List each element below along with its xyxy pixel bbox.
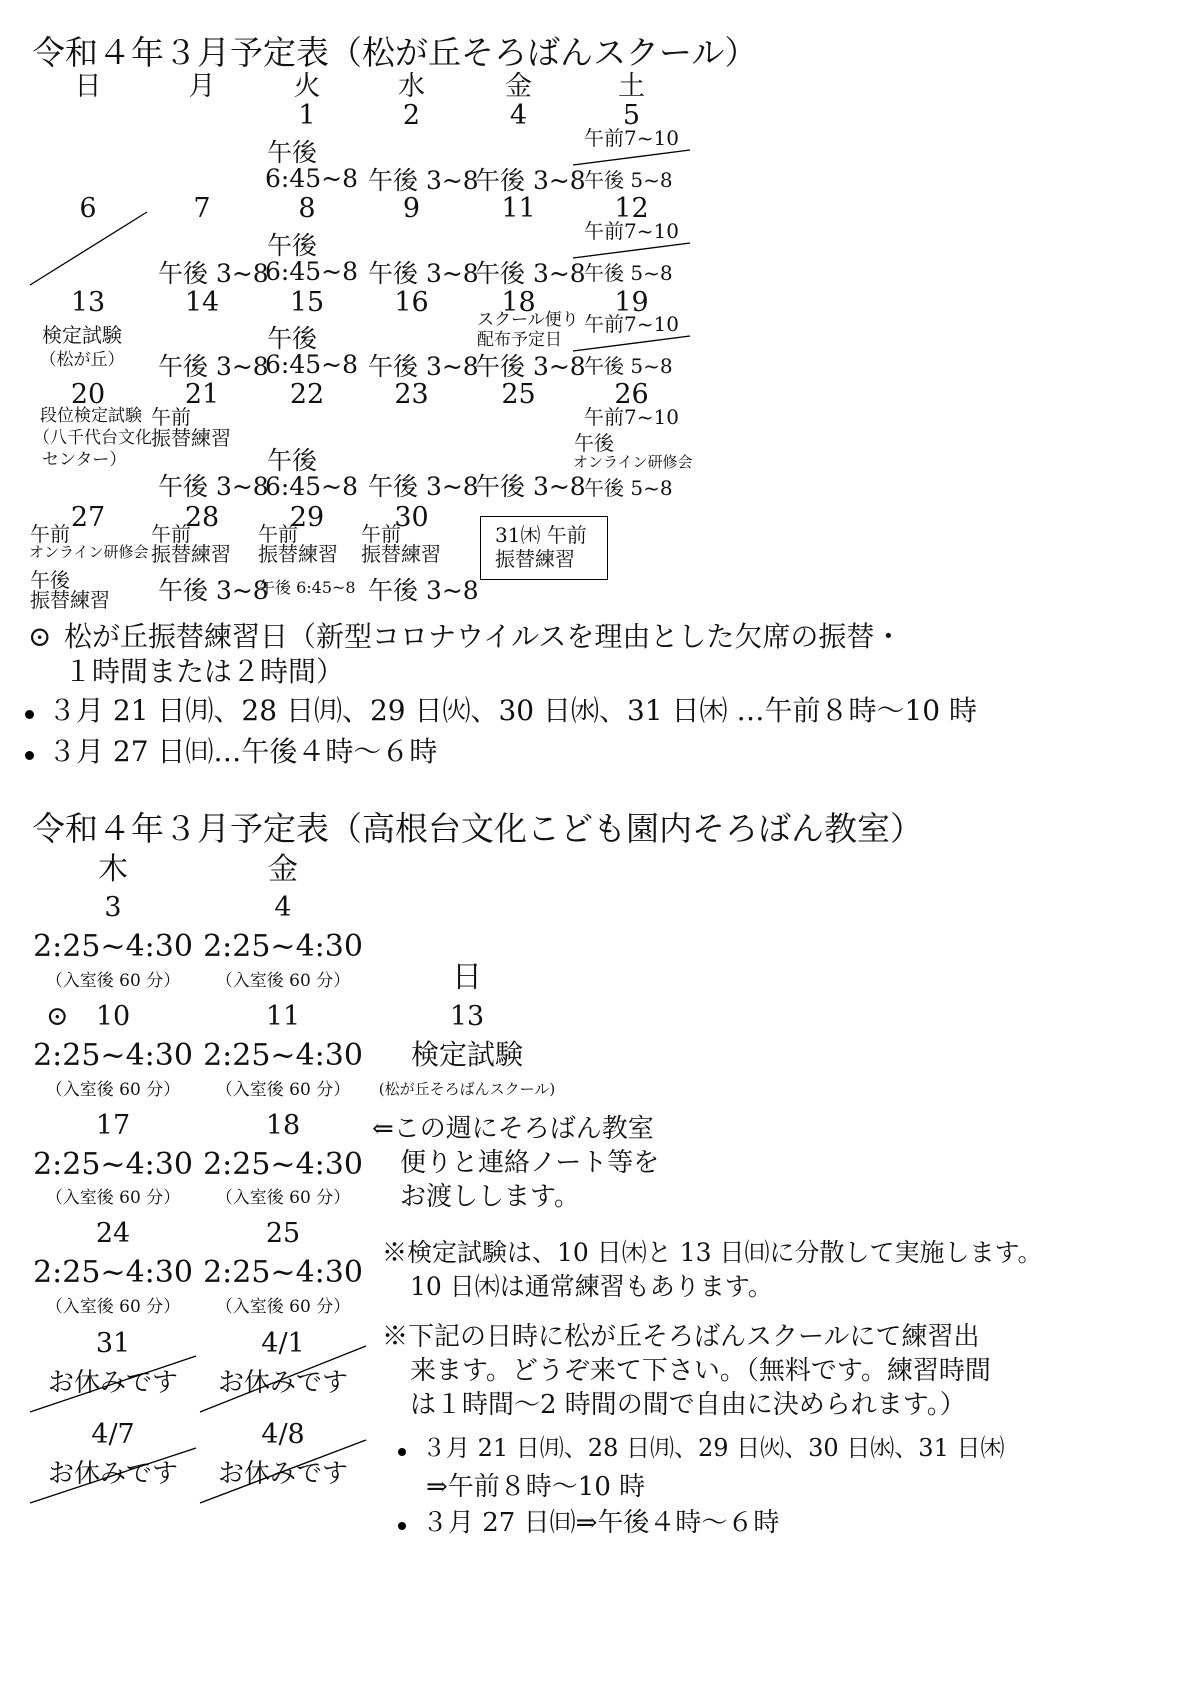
- mon-time: 午後 3~8: [158, 352, 269, 381]
- furikae-label: 振替練習: [495, 547, 575, 571]
- fri-time: 午後 3~8: [475, 472, 586, 501]
- mon-time: 午後 3~8: [158, 472, 269, 501]
- school-news-label-2: 配布予定日: [477, 330, 562, 350]
- day-9: 9: [402, 193, 421, 224]
- lesson-duration: （入室後 60 分）: [215, 1297, 351, 1317]
- day-6: 6: [79, 193, 97, 224]
- day-4-7: 4/7: [91, 1419, 135, 1450]
- wed-time: 午後 3~8: [368, 352, 479, 381]
- furikae-label: 振替練習: [151, 542, 231, 566]
- lesson-duration: （入室後 60 分）: [45, 1080, 181, 1100]
- day-21: 21: [184, 379, 220, 410]
- tue-time: 午後 6:45~8: [259, 578, 356, 597]
- practice-time-weekday: ⇒午前８時～10 時: [426, 1472, 646, 1502]
- day-7: 7: [193, 193, 211, 224]
- fri-time: 午後 3~8: [475, 259, 586, 288]
- day-1: 1: [298, 100, 316, 131]
- day-29: 29: [289, 502, 325, 533]
- day-4-8: 4/8: [261, 1419, 305, 1450]
- bullet-icon: [398, 1448, 406, 1456]
- sat-pm: 午後 5~8: [584, 354, 673, 378]
- school-news-label: スクール便り: [477, 310, 579, 330]
- day-15: 15: [289, 287, 325, 318]
- wed-time: 午後 3~8: [368, 166, 479, 195]
- holiday-label: お休みです: [47, 1459, 178, 1489]
- day-18: 18: [265, 1110, 301, 1141]
- sat-pm-label: 午後: [574, 431, 614, 455]
- lesson-time: 2:25~4:30: [203, 1038, 363, 1073]
- day-31: 31: [95, 1328, 131, 1359]
- lesson-time: 2:25~4:30: [33, 1255, 193, 1290]
- sat-am: 午前7~10: [584, 312, 679, 336]
- schedule-title-takanedai: 令和４年３月予定表（高根台文化こども園内そろばん教室）: [32, 809, 923, 848]
- lesson-time: 2:25~4:30: [203, 1255, 363, 1290]
- day-20: 20: [70, 379, 106, 410]
- kentei-note-line1: ※検定試験は、10 日㈭と 13 日㈰に分散して実施します。: [382, 1238, 1043, 1267]
- practice-note-line1: ※下記の日時に松が丘そろばんスクールにて練習出: [382, 1322, 980, 1352]
- tue-time: 6:45~8: [265, 164, 358, 193]
- dan-kentei-label: 段位検定試験: [40, 406, 142, 426]
- lesson-time: 2:25~4:30: [33, 1147, 193, 1182]
- bullet-icon: [25, 710, 34, 719]
- dan-kentei-place-2: センター）: [42, 450, 127, 470]
- lesson-duration: （入室後 60 分）: [215, 1080, 351, 1100]
- handout-note-line2: 便りと連絡ノート等を: [400, 1148, 660, 1178]
- kentei-note-line2: 10 日㈭は通常練習もあります。: [410, 1272, 773, 1301]
- header-thu: 木: [98, 852, 128, 887]
- sat-pm: 午後 5~8: [584, 261, 673, 285]
- handout-note-line1: ⇐この週にそろばん教室: [372, 1114, 654, 1144]
- tue-pm-label: 午後: [267, 446, 318, 475]
- day-4: 4: [509, 100, 528, 131]
- day-12: 12: [614, 193, 649, 224]
- sat-pm: 午後 5~8: [584, 168, 673, 192]
- am-label: 午前: [258, 522, 298, 546]
- tue-pm-label: 午後: [267, 138, 318, 167]
- kentei-place: (松が丘そろばんスクール): [378, 1080, 556, 1098]
- sat-am: 午前7~10: [584, 126, 679, 150]
- march-31-box: [480, 516, 608, 580]
- practice-dates-weekday: ３月 21 日㈪、28 日㈪、29 日㈫、30 日㈬、31 日㈭: [422, 1434, 1005, 1462]
- dan-kentei-place: （八千代台文化: [33, 428, 152, 448]
- header-sun: 日: [452, 960, 482, 995]
- mon-time: 午後 3~8: [158, 259, 269, 288]
- furikae-note-line1: 松が丘振替練習日（新型コロナウイルスを理由とした欠席の振替・: [64, 620, 903, 653]
- furikae-dates-weekday: ３月 21 日㈪、28 日㈪、29 日㈫、30 日㈬、31 日㈭ …午前８時～10 時: [48, 694, 977, 727]
- header-tue: 火: [293, 71, 321, 102]
- day-22: 22: [289, 379, 325, 410]
- day-16: 16: [394, 287, 429, 318]
- header-sat: 土: [618, 71, 645, 102]
- day-19: 19: [614, 287, 649, 318]
- wed-time: 午後 3~8: [368, 472, 479, 501]
- lesson-duration: （入室後 60 分）: [45, 1297, 181, 1317]
- day-17: 17: [95, 1110, 131, 1141]
- wed-time: 午後 3~8: [368, 576, 479, 605]
- day-5: 5: [622, 100, 641, 131]
- furikae-label: 振替練習: [258, 542, 338, 566]
- practice-note-line2: 来ます。どうぞ来て下さい。（無料です。練習時間: [410, 1356, 991, 1386]
- day-8: 8: [298, 193, 316, 224]
- online-training-label: オンライン研修会: [573, 453, 693, 471]
- kentei-label: 検定試験: [42, 323, 122, 347]
- day-13: 13: [449, 1001, 485, 1032]
- pm-label: 午後: [30, 568, 70, 592]
- lesson-time: 2:25~4:30: [203, 1147, 363, 1182]
- lesson-duration: （入室後 60 分）: [215, 971, 351, 991]
- circle-mark: ⊙: [46, 1001, 69, 1032]
- day-11: 11: [265, 1001, 301, 1032]
- am-label: 午前: [30, 522, 70, 546]
- handout-note-line3: お渡しします。: [400, 1182, 580, 1212]
- furikae-label: 振替練習: [361, 542, 441, 566]
- holiday-label: お休みです: [217, 1368, 348, 1398]
- am-label: 午前: [361, 522, 401, 546]
- day-13: 13: [70, 287, 106, 318]
- lesson-duration: （入室後 60 分）: [215, 1188, 351, 1208]
- lesson-time: 2:25~4:30: [33, 1038, 193, 1073]
- fri-time: 午後 3~8: [475, 352, 586, 381]
- fri-time: 午後 3~8: [475, 166, 586, 195]
- tue-time: 6:45~8: [265, 350, 358, 379]
- day-11: 11: [501, 193, 536, 224]
- day-2: 2: [402, 100, 421, 131]
- kentei-label: 検定試験: [410, 1038, 523, 1071]
- sat-pm: 午後 5~8: [584, 476, 673, 500]
- lesson-duration: （入室後 60 分）: [45, 971, 181, 991]
- day-30: 30: [394, 502, 429, 533]
- furikae-dates-sunday: ３月 27 日㈰…午後４時～６時: [48, 735, 438, 768]
- day-27: 27: [70, 502, 106, 533]
- schedule-title-matsugaoka: 令和４年３月予定表（松が丘そろばんスクール）: [32, 33, 758, 72]
- holiday-label: お休みです: [47, 1368, 178, 1398]
- lesson-time: 2:25~4:30: [33, 929, 193, 964]
- day-10: 10: [95, 1001, 131, 1032]
- lesson-duration: （入室後 60 分）: [45, 1188, 181, 1208]
- tue-time: 6:45~8: [265, 472, 358, 501]
- day-28: 28: [184, 502, 220, 533]
- day-25: 25: [501, 379, 536, 410]
- tue-time: 6:45~8: [265, 257, 358, 286]
- practice-dates-sunday: ３月 27 日㈰⇒午後４時～６時: [422, 1508, 780, 1538]
- header-sun: 日: [74, 71, 102, 102]
- kentei-place: （松が丘）: [39, 350, 125, 370]
- bullet-icon: [398, 1522, 406, 1530]
- day-26: 26: [614, 379, 649, 410]
- day-24: 24: [95, 1218, 131, 1249]
- day-4-1: 4/1: [261, 1328, 305, 1359]
- march-31-label: 31㈭ 午前: [495, 523, 587, 547]
- header-fri: 金: [268, 852, 298, 887]
- am-label: 午前: [151, 522, 191, 546]
- tue-pm-label: 午後: [267, 231, 318, 260]
- bullet-icon: [25, 751, 34, 760]
- header-fri: 金: [505, 71, 532, 102]
- header-mon: 月: [188, 71, 216, 102]
- am-label: 午前: [151, 405, 191, 429]
- day-4: 4: [274, 892, 292, 923]
- holiday-label: お休みです: [217, 1459, 348, 1489]
- day-18: 18: [501, 287, 536, 318]
- sat-am: 午前7~10: [584, 219, 679, 243]
- tue-pm-label: 午後: [267, 324, 318, 353]
- practice-note-line3: は１時間～2 時間の間で自由に決められます。）: [410, 1390, 966, 1420]
- day-23: 23: [394, 379, 429, 410]
- circle-mark: ⊙: [28, 620, 52, 653]
- furikae-note-line2: １時間または２時間）: [64, 655, 345, 688]
- online-training-label: オンライン研修会: [29, 543, 149, 561]
- mon-time: 午後 3~8: [158, 576, 269, 605]
- day-3: 3: [104, 892, 122, 923]
- day-25: 25: [265, 1218, 301, 1249]
- sat-am: 午前7~10: [584, 405, 679, 429]
- day-14: 14: [184, 287, 220, 318]
- header-wed: 水: [398, 71, 425, 102]
- wed-time: 午後 3~8: [368, 259, 479, 288]
- lesson-time: 2:25~4:30: [203, 929, 363, 964]
- furikae-label: 振替練習: [151, 426, 231, 450]
- furikae-label: 振替練習: [30, 588, 110, 612]
